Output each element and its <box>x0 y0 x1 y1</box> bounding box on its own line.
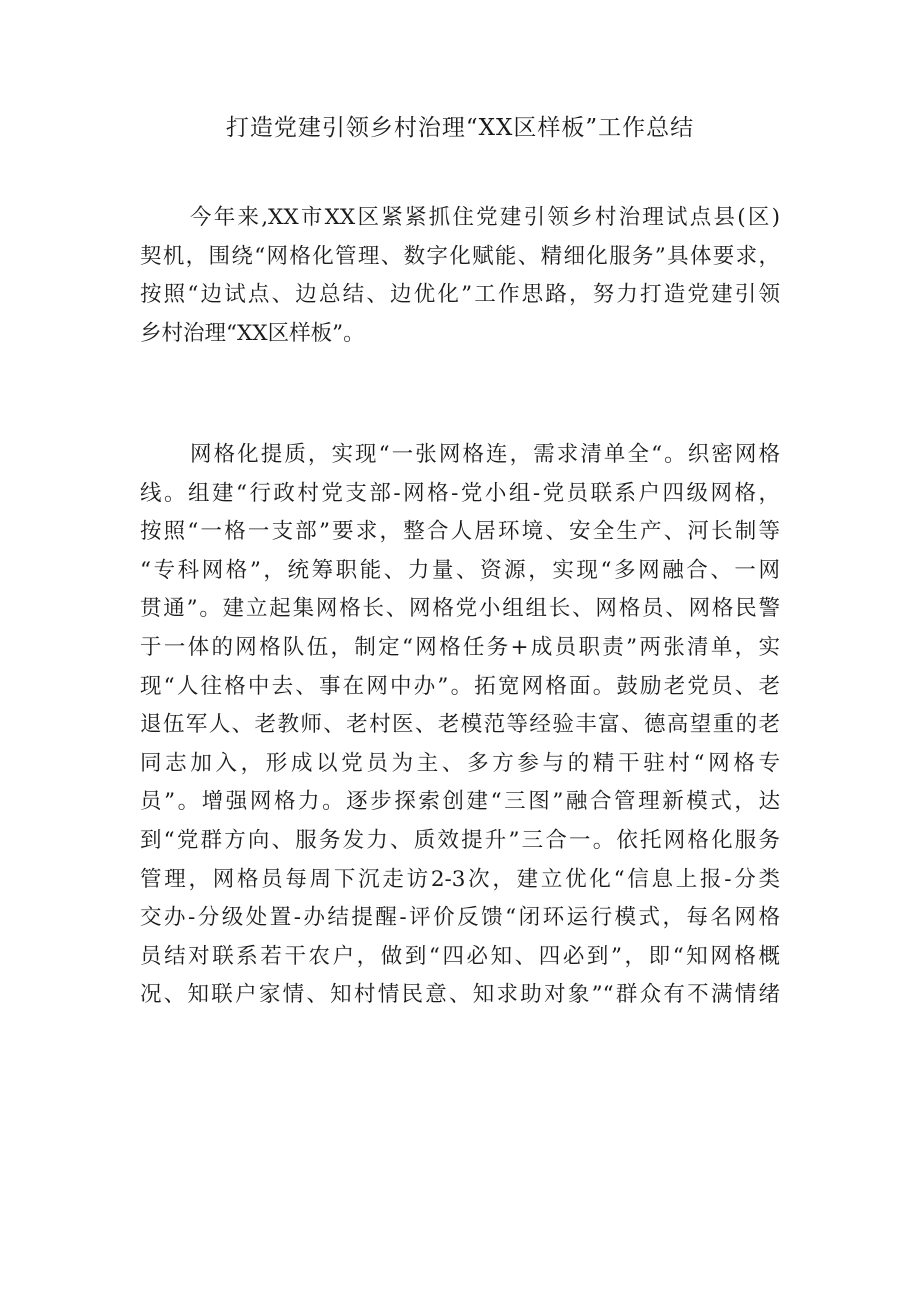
paragraph-line: “专科网格”，统筹职能、力量、资源，实现“多网融合、一网 <box>140 557 780 583</box>
paragraph-line: 员结对联系若干农户，做到“四必知、四必到”，即“知网格概 <box>140 943 780 969</box>
paragraph-grid-governance <box>140 436 780 1015</box>
paragraph-line: 契机，围绕“网格化管理、数字化赋能、精细化服务”具体要求， <box>140 243 780 269</box>
paragraph-line: 线。组建“行政村党支部-网格-党小组-党员联系户四级网格， <box>140 480 780 506</box>
paragraph-line: 乡村治理“XX区样板”。 <box>140 320 365 346</box>
document-title: 打造党建引领乡村治理“XX区样板”工作总结 <box>225 115 695 141</box>
paragraph-line: 退伍军人、老教师、老村医、老模范等经验丰富、德高望重的老 <box>140 712 780 738</box>
paragraph-line: 况、知联户家情、知村情民意、知求助对象”“群众有不满情绪 <box>140 982 780 1008</box>
paragraph-line: 现“人往格中去、事在网中办”。拓宽网格面。鼓励老党员、老 <box>140 673 780 699</box>
paragraph-line: 按照“一格一支部”要求，整合人居环境、安全生产、河长制等 <box>140 519 780 545</box>
paragraph-line: 网格化提质，实现“一张网格连，需求清单全“。织密网格 <box>190 442 780 467</box>
paragraph-line: 贯通”。建立起集网格长、网格党小组组长、网格员、网格民警 <box>140 596 780 622</box>
paragraph-line: 今年来,XX市XX区紧紧抓住党建引领乡村治理试点县(区) <box>190 205 780 230</box>
paragraph-line: 同志加入，形成以党员为主、多方参与的精干驻村“网格专 <box>140 750 780 776</box>
paragraph-line: 交办-分级处置-办结提醒-评价反馈“闭环运行模式，每名网格 <box>140 905 780 931</box>
paragraph-line: 按照“边试点、边总结、边优化”工作思路，努力打造党建引领 <box>140 282 780 308</box>
paragraph-line: 管理，网格员每周下沉走访2-3次，建立优化“信息上报-分类 <box>140 866 780 892</box>
paragraph-line: 到“党群方向、服务发力、质效提升”三合一。依托网格化服务 <box>140 827 780 853</box>
paragraph-line: 于一体的网格队伍，制定“网格任务+成员职责”两张清单，实 <box>140 634 780 660</box>
paragraph-line: 员”。增强网格力。逐步探索创建“三图”融合管理新模式，达 <box>140 789 780 815</box>
paragraph-intro <box>140 199 780 353</box>
